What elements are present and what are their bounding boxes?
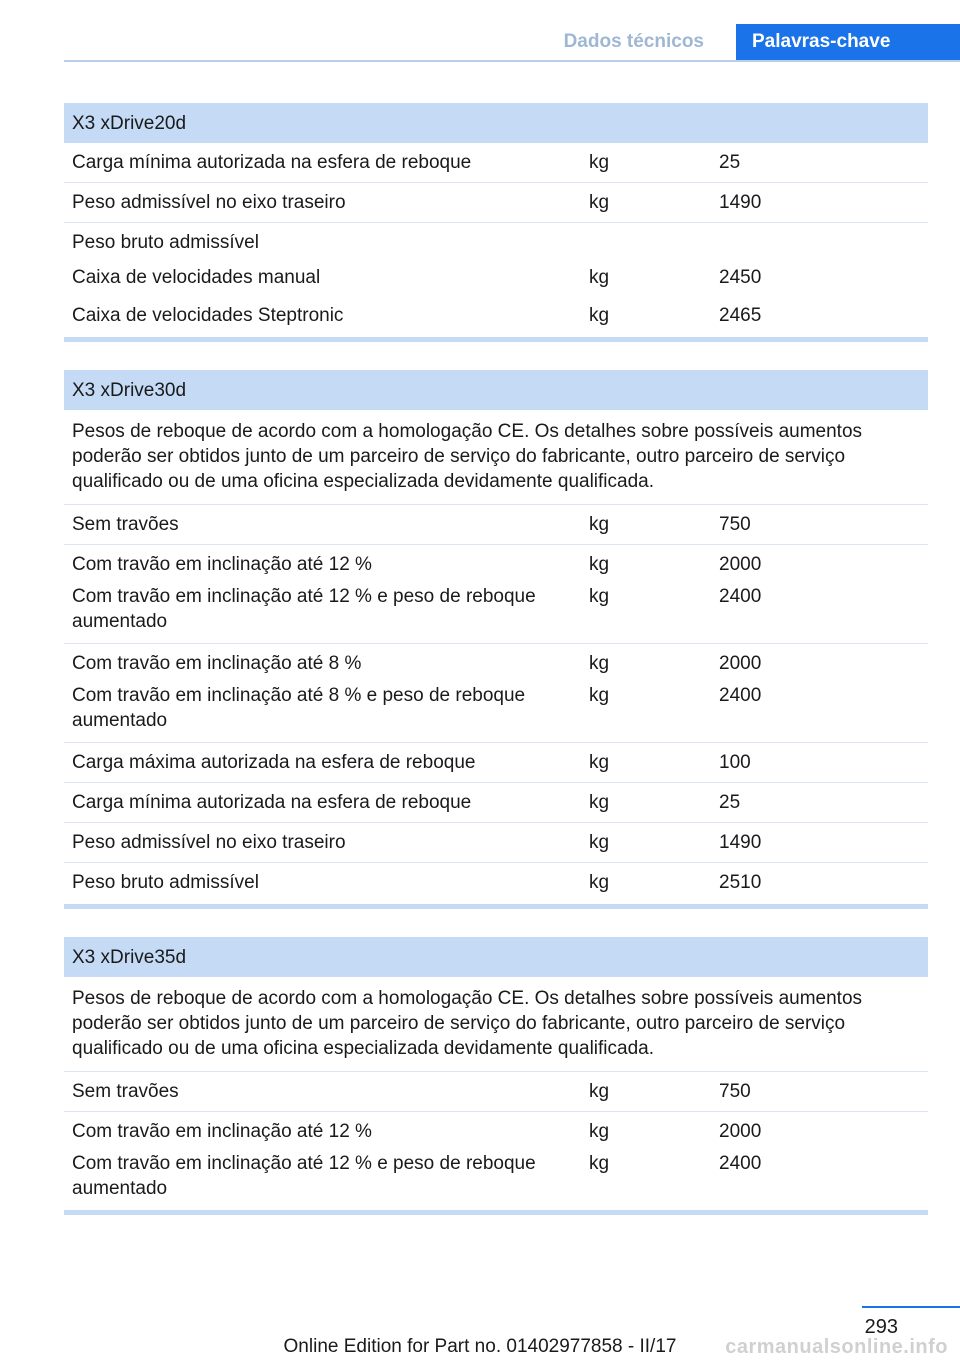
row-value: 25 (711, 143, 928, 183)
row-unit: kg (581, 1146, 711, 1213)
row-label: Caixa de velocidades manual (72, 267, 321, 288)
row-label: Peso bruto admissível (64, 863, 581, 907)
spec-table-xdrive20d (64, 103, 928, 342)
table-note: Pesos de reboque de acordo com a homologação CE. Os detalhes sobre possíveis aumentos poderão ser obtidos junto de um parceiro de serviço do fabricante, outro parceiro de serviço qualificado ou de uma oficina especializada devidamente qualificada. (64, 977, 928, 1072)
row-label: Sem travões (64, 505, 581, 545)
row-value: 1490 (711, 823, 928, 863)
row-label: Com travão em inclinação até 12 % (72, 1121, 372, 1142)
row-value: 1490 (711, 183, 928, 223)
header-divider (64, 60, 960, 62)
row-label: Caixa de velocidades Steptronic (64, 296, 581, 340)
row-unit: kg (581, 505, 711, 545)
row-value: 750 (711, 505, 928, 545)
table-title: X3 xDrive35d (64, 937, 928, 977)
row-label: Peso admissível no eixo traseiro (64, 183, 581, 223)
row-value: 2510 (711, 863, 928, 907)
table-row (64, 678, 928, 743)
row-unit: kg (581, 296, 711, 340)
row-label: Com travão em inclinação até 8 % e peso de reboque aumentado (64, 678, 581, 743)
row-value: 2450 (719, 267, 762, 288)
row-value: 2000 (719, 554, 762, 575)
table-row (64, 296, 928, 340)
row-unit: kg (581, 1072, 711, 1112)
row-label: Carga máxima autorizada na esfera de reboque (64, 743, 581, 783)
row-unit: kg (581, 783, 711, 823)
row-label: Sem travões (64, 1072, 581, 1112)
row-value: 2400 (711, 678, 928, 743)
row-unit: kg (581, 183, 711, 223)
row-unit: kg (589, 1121, 610, 1142)
table-note-row (64, 410, 928, 505)
table-row (64, 262, 928, 296)
row-label: Carga mínima autorizada na esfera de reboque (64, 783, 581, 823)
row-label: Peso admissível no eixo traseiro (64, 823, 581, 863)
row-value: 2400 (711, 1146, 928, 1213)
row-unit: kg (589, 554, 610, 575)
row-label: Com travão em inclinação até 8 % (72, 653, 362, 674)
table-row (64, 505, 928, 545)
table-row (64, 823, 928, 863)
table-title: X3 xDrive20d (64, 103, 928, 143)
row-label: Com travão em inclinação até 12 % (72, 554, 372, 575)
row-unit: kg (581, 743, 711, 783)
row-unit: kg (581, 863, 711, 907)
table-row (64, 783, 928, 823)
row-value: 2465 (711, 296, 928, 340)
row-label: Com travão em inclinação até 12 % e peso de reboque aumentado (64, 579, 581, 644)
spec-table-xdrive30d (64, 370, 928, 909)
row-value (711, 223, 928, 263)
footer-edition: Online Edition for Part no. 01402977858 - II/17 (283, 1336, 677, 1357)
table-row (64, 223, 928, 263)
row-unit: kg (581, 579, 711, 644)
row-value: 25 (711, 783, 928, 823)
table-note: Pesos de reboque de acordo com a homologação CE. Os detalhes sobre possíveis aumentos poderão ser obtidos junto de um parceiro de serviço do fabricante, outro parceiro de serviço qualificado ou de uma oficina especializada devidamente qualificada. (64, 410, 928, 505)
table-row (64, 183, 928, 223)
table-row (64, 644, 928, 679)
table-row (64, 143, 928, 183)
row-unit: kg (581, 143, 711, 183)
row-unit (581, 223, 711, 263)
table-note-row (64, 977, 928, 1072)
tab-keywords[interactable]: Palavras-chave (736, 24, 960, 60)
row-value: 2000 (719, 653, 762, 674)
row-label: Peso bruto admissível (72, 232, 259, 253)
row-unit: kg (581, 823, 711, 863)
row-unit: kg (589, 267, 610, 288)
row-unit: kg (589, 653, 610, 674)
page-number-rule (862, 1306, 960, 1308)
table-row (64, 743, 928, 783)
row-unit: kg (581, 678, 711, 743)
row-label: Com travão em inclinação até 12 % e peso de reboque aumentado (64, 1146, 581, 1213)
table-row (64, 863, 928, 907)
page-header (64, 24, 960, 62)
table-row (64, 579, 928, 644)
tab-technical-data[interactable]: Dados técnicos (563, 31, 704, 52)
row-label: Carga mínima autorizada na esfera de reboque (64, 143, 581, 183)
table-row (64, 545, 928, 580)
table-row (64, 1072, 928, 1112)
spec-table-xdrive35d (64, 937, 928, 1215)
row-value: 100 (711, 743, 928, 783)
watermark: carmanualsonline.info (725, 1336, 948, 1358)
row-value: 2400 (711, 579, 928, 644)
page-content (64, 103, 928, 1215)
table-title: X3 xDrive30d (64, 370, 928, 410)
page-number: 293 (864, 1316, 898, 1338)
table-row (64, 1146, 928, 1213)
row-value: 2000 (719, 1121, 762, 1142)
table-row (64, 1112, 928, 1147)
row-value: 750 (711, 1072, 928, 1112)
